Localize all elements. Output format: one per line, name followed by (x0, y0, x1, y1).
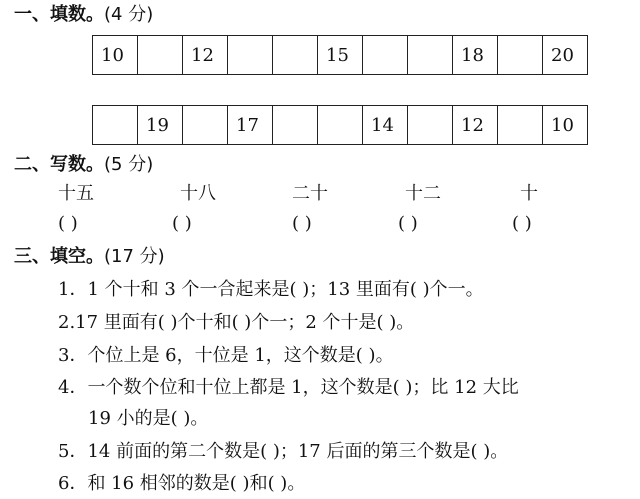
section2-heading (14, 156, 153, 174)
answer-blank[interactable]: ( ) (512, 213, 532, 234)
question-line-4: 4．一个数个位和十位上都是 1，这个数是( )；比 12 大比 (58, 377, 519, 398)
question-line-5: 5．14 前面的第二个数是( )；17 后面的第三个数是( )。 (58, 441, 509, 462)
section1-title: 填数。 (50, 4, 104, 25)
chinese-number-word: 二十 (292, 183, 328, 204)
question-line-6: 6．和 16 相邻的数是( )和( )。 (58, 473, 306, 494)
grid-cell[interactable]: 12 (453, 106, 498, 145)
grid-cell[interactable] (408, 106, 453, 145)
grid-cell[interactable] (498, 106, 543, 145)
grid-cell[interactable] (273, 106, 318, 145)
grid-cell[interactable]: 10 (543, 106, 588, 145)
grid-cell[interactable] (498, 36, 543, 75)
question-line-3: 3．个位上是 6，十位是 1，这个数是( )。 (58, 345, 394, 366)
grid-cell[interactable] (318, 106, 363, 145)
section3-title: 填空。 (50, 246, 104, 267)
section3-number: 三、 (14, 246, 50, 267)
grid-cell[interactable] (228, 36, 273, 75)
section1-points: (4 分) (104, 4, 154, 25)
grid-cell[interactable]: 17 (228, 106, 273, 145)
grid-cell[interactable] (273, 36, 318, 75)
answer-blank[interactable]: ( ) (172, 213, 192, 234)
question-line-1: 1．1 个十和 3 个一合起来是( )；13 里面有( )个一。 (58, 279, 484, 300)
number-grid-row1 (92, 35, 588, 75)
grid-cell[interactable] (93, 106, 138, 145)
chinese-number-word: 十八 (180, 183, 216, 204)
answer-blank[interactable]: ( ) (398, 213, 418, 234)
section2-number: 二、 (14, 154, 50, 175)
answer-blank[interactable]: ( ) (292, 213, 312, 234)
chinese-number-word: 十五 (58, 183, 94, 204)
grid-cell[interactable]: 10 (93, 36, 138, 75)
answer-blank[interactable]: ( ) (58, 213, 78, 234)
section1-number: 一、 (14, 4, 50, 25)
section3-heading (14, 248, 165, 266)
grid-cell[interactable] (138, 36, 183, 75)
section2-points: (5 分) (104, 154, 154, 175)
grid-cell[interactable]: 14 (363, 106, 408, 145)
chinese-number-word: 十二 (405, 183, 441, 204)
chinese-number-word: 十 (520, 183, 538, 204)
section3-points: (17 分) (104, 246, 165, 267)
number-grid-row2 (92, 105, 588, 145)
grid-cell[interactable]: 15 (318, 36, 363, 75)
grid-cell[interactable]: 19 (138, 106, 183, 145)
section2-title: 写数。 (50, 154, 104, 175)
grid-cell[interactable] (363, 36, 408, 75)
grid-cell[interactable] (408, 36, 453, 75)
grid-cell[interactable] (183, 106, 228, 145)
question-line-2: 2.17 里面有( )个十和( )个一；2 个十是( )。 (58, 312, 415, 333)
grid-cell[interactable]: 18 (453, 36, 498, 75)
section1-heading (14, 6, 153, 24)
question-line-4-continued: 19 小的是( )。 (88, 408, 209, 429)
grid-cell[interactable]: 12 (183, 36, 228, 75)
grid-cell[interactable]: 20 (543, 36, 588, 75)
